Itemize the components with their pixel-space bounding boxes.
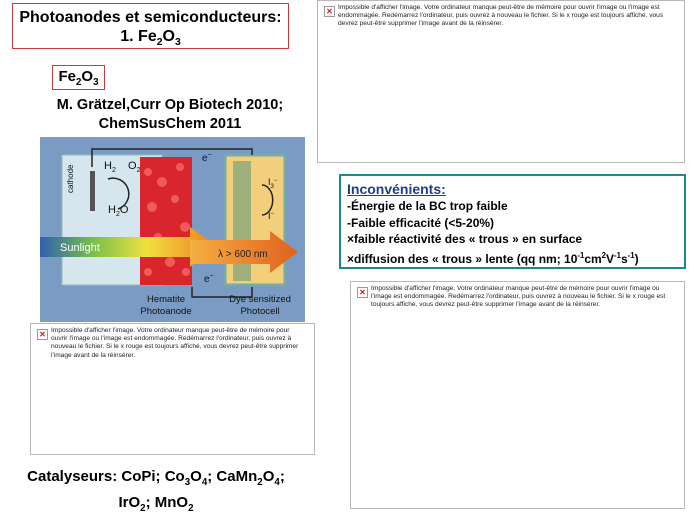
cathode-label: cathode [66,164,75,193]
broken-image-x-icon: ✕ [37,329,48,340]
reference-line2: ChemSusChem 2011 [98,116,242,132]
broken-image-placeholder-bottom-right [350,281,685,509]
h2o-label: $H_2O$ [108,204,129,218]
catalysts-line2: IrO$_2$; MnO$_2$ [118,494,194,514]
dye-label-1: Dye sensitized [229,294,291,305]
inconvenient-item: ×faible réactivité des « trous » en surface [347,232,583,246]
broken-image-x-icon: ✕ [324,6,335,17]
inconvenients-box [339,174,686,269]
inconvenient-item: -Faible efficacité (<5-20%) [347,215,495,230]
lambda-label: λ > 600 nm [218,249,268,260]
reference-line1: M. Grätzel,Curr Op Biotech 2010; [56,97,284,113]
i3-label: $I_3^-$ [268,177,278,190]
hematite-label-1: Hematite [146,294,186,305]
slide-title-box [12,3,289,49]
inconvenient-item: ×diffusion des « trous » lente (qq nm; $10^{-1}cm^2V^{-1}s^{-1}$) [347,250,639,266]
inconvenients-heading: Inconvénients: [347,181,446,197]
electron-bottom-label: e− [204,273,214,285]
hematite-label-2: Photoanode [140,306,192,317]
material-label-box: $Fe_2O_3$ [52,65,105,90]
photoanode-diagram [40,137,305,322]
photoanode-diagram-svg [40,137,305,322]
catalysts-text [6,467,306,519]
broken-image-message: Impossible d'afficher l'image. Votre ordinateur manque peut-être de mémoire pour ouvrir l'image ou l'image est endommagée. Redémarrez l'ordinateur, puis ouvrez à nouveau le fichier. Si le x rouge est toujours affiché, vous devrez peut-être supprimer l'image avant de la réinsérer. [338,4,664,28]
o2-label: $O_2$ [128,160,141,174]
reference-citation [10,96,330,134]
broken-image-message: Impossible d'afficher l'image. Votre ordinateur manque peut-être de mémoire pour ouvrir l'image ou l'image est endommagée. Redémarrez l'ordinateur, puis ouvrez à nouveau le fichier. Si le x rouge est toujours affiché, vous devrez peut-être supprimer l'image avant de la réinsérer. [51,327,299,359]
sunlight-label: Sunlight [60,242,100,254]
electron-top-label: e− [202,152,212,164]
broken-image-placeholder-mid-left [30,323,315,455]
slide-title-line1: Photoanodes et semiconducteurs: [19,9,282,26]
catalysts-line1: Catalyseurs: CoPi; $Co_3O_4$; $CaMn_2O_4$; [27,468,285,488]
broken-image-message: Impossible d'afficher l'image. Votre ordinateur manque peut-être de mémoire pour ouvrir l'image ou l'image est endommagée. Redémarrez l'ordinateur, puis ouvrez à nouveau le fichier. Si le x rouge est toujours affiché, vous devrez peut-être supprimer l'image avant de la réinsérer. [371,285,666,309]
broken-image-x-icon: ✕ [357,287,368,298]
hematite-photoanode [140,157,192,285]
h2-label: $H_2$ [104,160,116,174]
slide-title-line2: 1. $Fe_2O_3$ [120,28,181,49]
cathode-electrode [90,171,95,211]
inconvenient-item: -Énergie de la BC trop faible [347,199,508,213]
dye-label-2: Photocell [240,306,280,317]
i-minus-label: I− [268,211,275,221]
broken-image-placeholder-top-right [317,0,685,163]
